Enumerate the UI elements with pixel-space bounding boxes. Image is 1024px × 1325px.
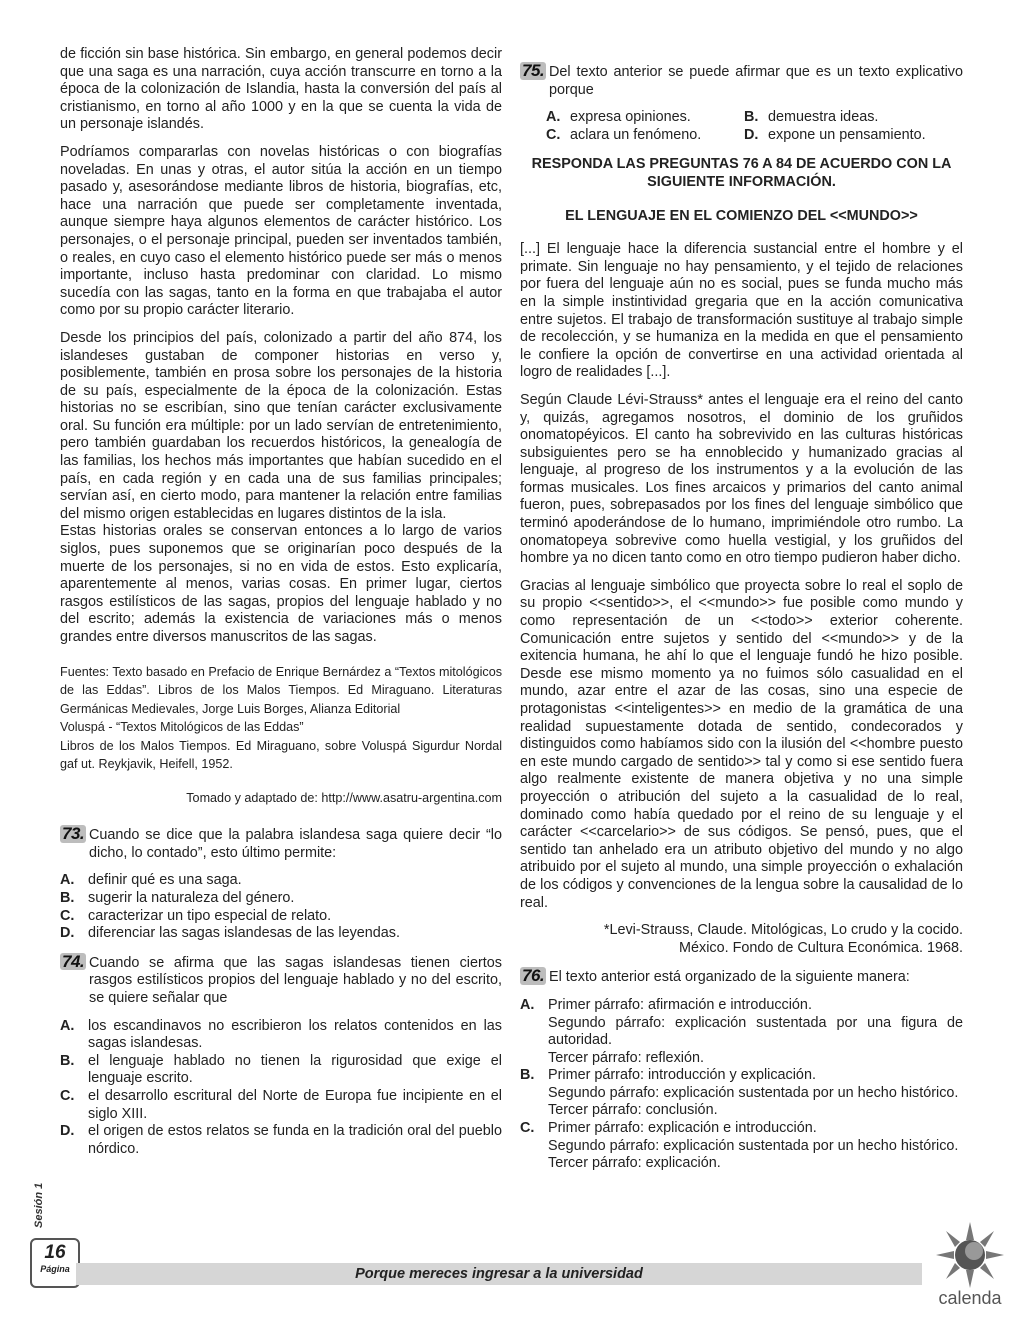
option-line: Segundo párrafo: explicación sustentada por un hecho histórico. [548, 1137, 959, 1154]
option-line: Tercer párrafo: conclusión. [548, 1102, 718, 1119]
paragraph: [...] El lenguaje hace la diferencia sustancial entre el hombre y el primate. Sin lenguaje no hay pensamiento, y el tejido de relaciones por fuera del lenguaje aún no es social, pues se funda mucho más en la simple instintividad gregaria que en la acción comunicativa entre sujetos. El trabajo de transformación sustituye al trabajo simple de recolección, y se humaniza en la medida en que el pensamiento le confiere la opción de convertirse en una actividad orientada al logro de realidades [...]. [520, 241, 963, 381]
options-74 [60, 1018, 502, 1159]
page-number: 16 [44, 1242, 66, 1263]
source-line: Fuentes: Texto basado en Prefacio de Enrique Bernárdez a “Textos mitológicos de las Eddas”. Libros de los Malos Tiempos. Ed Miraguano. Literaturas Germánicas Medievales, Jorge Luis Borges, Alianza Editorial [60, 664, 502, 716]
option-text: el lenguaje hablado no tienen la rigurosidad que exige el lenguaje escrito. [88, 1052, 502, 1087]
option-c[interactable] [60, 1088, 502, 1123]
option-a[interactable] [546, 109, 744, 127]
option-line: Primer párrafo: explicación e introducción. [548, 1120, 817, 1137]
option-letter: B. [60, 1052, 75, 1069]
option-letter: C. [60, 907, 75, 924]
option-b[interactable] [520, 1067, 963, 1120]
option-a[interactable] [520, 997, 963, 1067]
footer-slogan: Porque mereces ingresar a la universidad [76, 1263, 922, 1285]
option-b[interactable] [60, 1053, 502, 1088]
question-stem: Cuando se afirma que las sagas islandesas tienen ciertos rasgos estilísticos propios del lenguaje hablado y no del escrito, se quiere señalar que [89, 954, 502, 1006]
option-letter: A. [546, 109, 561, 126]
attribution [520, 922, 963, 957]
sun-icon [930, 1220, 1010, 1290]
source-url: Tomado y adaptado de: http://www.asatru-argentina.com [186, 790, 502, 805]
source-line: Voluspá - “Textos Mitológicos de las Eddas” [60, 720, 304, 735]
option-a[interactable] [60, 1018, 502, 1053]
instruction-heading: RESPONDA LAS PREGUNTAS 76 A 84 DE ACUERDO CON LA SIGUIENTE INFORMACIÓN. [531, 156, 952, 190]
paragraph: Según Claude Lévi-Strauss* antes el lenguaje era el reino del canto y, quizás, agregamos nosotros, el dominio de los gruñidos onomatopéyicos. El canto ha sobrevivido en las culturas históricas subsiguientes pero se ha ennoblecido y humanizado gracias al lenguaje, al progreso de los instrumentos y a la evolución de las formas musicales. Los fines arcaicos y primarios del canto animal fueron, pues, sobrepasados por los fines del lenguaje simbólico que terminó apoderándose de lo humano, imprimiéndole otro rumbo. La onomatopeya sobrevive como huella vestigial, y los gruñidos del hombre ya no dicen tanto como en otro tiempo pudieron haber dicho. [520, 391, 963, 567]
right-column [520, 46, 963, 1173]
options-73 [60, 872, 502, 942]
question-number: 76. [522, 966, 545, 986]
option-letter: C. [60, 1087, 75, 1104]
option-c[interactable] [60, 908, 502, 926]
page-word: Página [40, 1264, 70, 1274]
page-number-box [30, 1238, 80, 1288]
question-stem: Cuando se dice que la palabra islandesa saga quiere decir “lo dicho, lo contado”, esto último permite: [89, 827, 502, 861]
paragraph: Gracias al lenguaje simbólico que proyecta sobre lo real el soplo de su propio <<sentido>>, el <<mundo>> fue posible como mundo y como representación de un <<todo>> exterior coherente. Comunicación entre sujetos y sentido del <<mundo>> y de la exitencia humana, he ahí lo que el lenguaje fundó he hizo posible. Desde ese mismo momento ya no fuimos sólo casualidad en el mundo, azar entre el azar de las cosas, sino una especie de protagonistas <<inteligentes>> en medio de la gramática de una realidad supuestamente dotada de sentido, condecorados y distinguidos como habíamos sido con la ilusión del <<hombre puesto en este mundo cargado de sentido>> tal y como si ese sentido fuera algo realmente existente de manera objetiva y no una simple proyección o atribución del sujeto a la casualidad de lo real, dominado como había quedado por el reino de su lenguaje y el carácter <<carcelario>> de sus códigos. Se pensó, pues, que el sentido tan anhelado era un atributo objetivo del mundo y no algo atribuido por el sujeto al mundo, una simple proyección o exhalación de los códigos y convenciones de la lengua sobre la causalidad de lo real. [520, 577, 963, 911]
option-text: diferenciar las sagas islandesas de las leyendas. [88, 925, 400, 942]
question-number: 75. [522, 61, 545, 80]
option-d[interactable] [60, 1123, 502, 1158]
attribution-line: México. Fondo de Cultura Económica. 1968. [679, 939, 963, 956]
option-text: caracterizar un tipo especial de relato. [88, 907, 332, 924]
paragraph: Estas historias orales se conservan entonces a lo largo de varios siglos, pues suponemos que se originarían poco después de la muerte de los personajes, si no en vida de estos. Esto explicaría, aparentemente al menos, varias cosas. En primer lugar, ciertos rasgos estilísticos de las sagas, propios del lenguaje hablado y no del escrito; además la existencia de variaciones más o menos grandes entre diversos manuscritos de las sagas. [60, 523, 502, 645]
option-letter: B. [60, 889, 75, 906]
option-letter: D. [60, 925, 75, 942]
question-stem: Del texto anterior se puede afirmar que es un texto explicativo porque [549, 64, 963, 98]
option-text: demuestra ideas. [768, 109, 879, 126]
paragraph: Podríamos compararlas con novelas históricas o con biografías noveladas. En unas y otras, el autor sitúa la acción en un tiempo pasado y, asesorándose mediante libros de historia, biografías, etc, hace una narración que puede ser completamente inventada, aunque siempre haya algunos elementos de carácter histórico. Los personajes, o el personaje principal, pueden ser inventados también, o reales, en cuyo caso el elemento histórico puede ser más o menos importante, incluso hasta predominar con claridad. Lo mismo sucedía con las sagas, tanto en la forma en que trabajaba el autor como por su propio carácter literario. [60, 143, 502, 319]
option-b[interactable] [60, 890, 502, 908]
option-text: expresa opiniones. [570, 109, 691, 126]
option-c[interactable] [520, 1120, 963, 1173]
question-number: 73. [62, 824, 85, 844]
question-73 [60, 824, 502, 862]
question-75 [520, 61, 963, 99]
option-text: los escandinavos no escribieron los relatos contenidos en las sagas islandesas. [88, 1017, 502, 1052]
option-letter: A. [520, 996, 535, 1013]
source-line: Libros de los Malos Tiempos. Ed Miraguano, sobre Voluspá Sigurdur Nordal gaf ut. Reykjavik, Heifell, 1952. [60, 738, 502, 772]
option-text: el origen de estos relatos se funda en la tradición oral del pueblo nórdico. [88, 1123, 502, 1157]
option-letter: D. [60, 1123, 75, 1140]
option-letter: C. [546, 126, 561, 143]
question-stem: El texto anterior está organizado de la siguiente manera: [549, 969, 910, 986]
option-line: Primer párrafo: afirmación e introducción. [548, 996, 812, 1013]
option-letter: B. [520, 1067, 535, 1084]
option-line: Tercer párrafo: reflexión. [548, 1049, 704, 1066]
option-letter: D. [744, 126, 759, 143]
question-76 [520, 966, 963, 987]
calenda-logo [930, 1220, 1010, 1310]
option-letter: B. [744, 109, 759, 126]
option-text: expone un pensamiento. [768, 126, 926, 143]
option-text: sugerir la naturaleza del género. [88, 889, 295, 906]
option-c[interactable] [546, 127, 744, 145]
session-label: Sesión 1 [33, 1182, 45, 1228]
option-text: el desarrollo escritural del Norte de Europa fue incipiente en el siglo XIII. [88, 1087, 502, 1122]
option-letter: A. [60, 872, 75, 889]
paragraph: de ficción sin base histórica. Sin embargo, en general podemos decir que una saga es una narración, cuya acción transcurre en torno a la época de la colonización de Islandia, hasta la conversión del país al cristianismo, en torno al año 1000 y en la que se cuenta la vida de un personaje islandés. [60, 46, 502, 133]
option-a[interactable] [60, 872, 502, 890]
sources [60, 663, 502, 774]
options-76 [520, 997, 963, 1173]
option-line: Segundo párrafo: explicación sustentada por un hecho histórico. [548, 1084, 959, 1101]
left-column [60, 46, 502, 1170]
option-text: aclara un fenómeno. [570, 126, 702, 143]
option-letter: C. [520, 1120, 535, 1137]
option-line: Tercer párrafo: explicación. [548, 1155, 721, 1172]
options-75 [546, 109, 963, 144]
option-line: Primer párrafo: introducción y explicación. [548, 1067, 816, 1084]
option-b[interactable] [744, 109, 954, 127]
paragraph: Desde los principios del país, colonizado a partir del año 874, los islandeses gustaban de componer historias en verso y, posiblemente, también en prosa sobre los personajes de la historia de su país, especialmente de la época de la colonización. Estas historias no se escribían, sino que tenían carácter exclusivamente oral. Su función era múltiple: por un lado servían de entretenimiento, pero también guardaban los recuerdos históricos, la genealogía de las familias, los hechos más importantes que habían sucedido en el país, en cada región y en cada una de sus familias principales; servían así, en cierto modo, para mantener la relación entre familias del mismo origen establecidas en lugares distintos de la isla. [60, 329, 502, 522]
attribution-line: *Levi-Strauss, Claude. Mitológicas, Lo crudo y la cocido. [603, 922, 963, 939]
option-d[interactable] [60, 925, 502, 943]
option-text: definir qué es una saga. [88, 872, 242, 889]
question-74 [60, 951, 502, 1008]
option-line: Segundo párrafo: explicación sustentada por una figura de autoridad. [548, 1014, 963, 1049]
logo-text: calenda [938, 1288, 1002, 1308]
option-letter: A. [60, 1017, 75, 1034]
reading-title: EL LENGUAJE EN EL COMIENZO DEL <<MUNDO>> [565, 207, 918, 224]
question-number: 74. [62, 951, 85, 971]
option-d[interactable] [744, 127, 954, 145]
